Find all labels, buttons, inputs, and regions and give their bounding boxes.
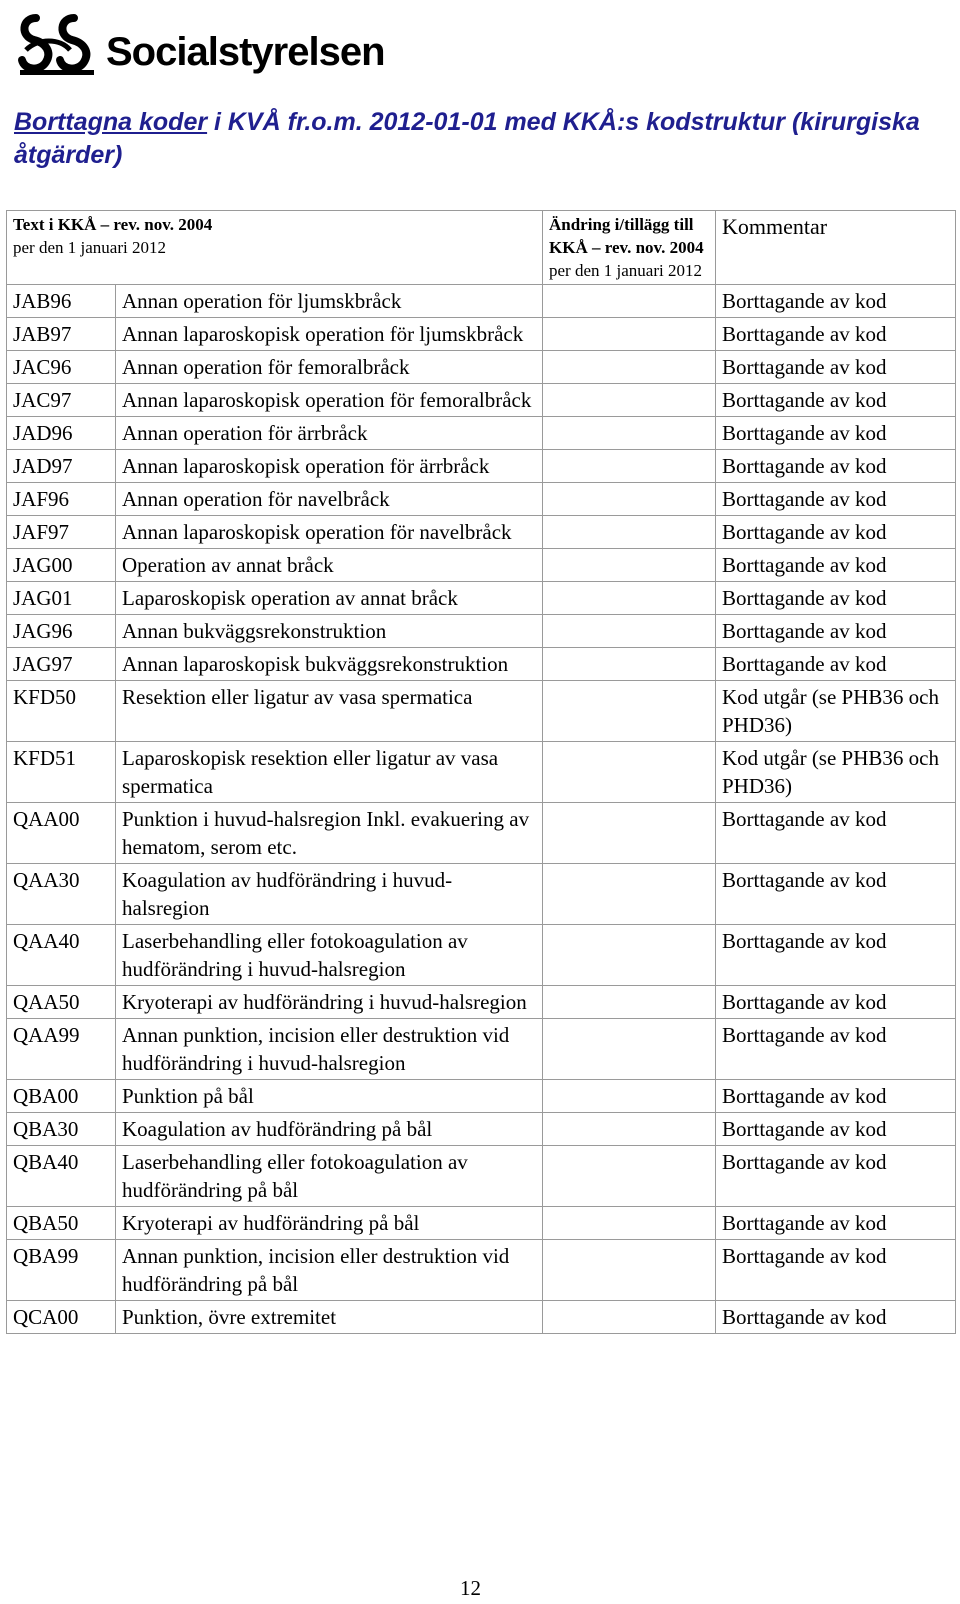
table-row xyxy=(7,864,956,925)
row-comment: Borttagande av kod xyxy=(716,582,956,615)
row-change xyxy=(543,1240,716,1301)
row-comment: Borttagande av kod xyxy=(716,483,956,516)
row-code: QCA00 xyxy=(7,1301,116,1334)
row-comment: Borttagande av kod xyxy=(716,417,956,450)
table-row xyxy=(7,681,956,742)
row-change xyxy=(543,1113,716,1146)
row-comment: Borttagande av kod xyxy=(716,549,956,582)
row-text: Annan operation för ljumskbråck xyxy=(116,285,543,318)
row-change xyxy=(543,483,716,516)
row-code: JAB97 xyxy=(7,318,116,351)
table-row xyxy=(7,582,956,615)
table-row xyxy=(7,450,956,483)
table-row xyxy=(7,1207,956,1240)
table-row xyxy=(7,742,956,803)
title-rest: i KVÅ fr.o.m. 2012-01-01 med KKÅ:s kodstruktur (kirurgiska åtgärder) xyxy=(14,108,920,169)
brand-logo xyxy=(16,6,385,76)
row-text: Punktion i huvud-halsregion Inkl. evakuering av hematom, serom etc. xyxy=(116,803,543,864)
header-change-column xyxy=(543,211,716,285)
header-change-line1: Ändring i/tillägg till KKÅ – rev. nov. 2004 xyxy=(549,215,704,257)
row-text: Punktion på bål xyxy=(116,1080,543,1113)
table-row xyxy=(7,1240,956,1301)
row-text: Kryoterapi av hudförändring i huvud-halsregion xyxy=(116,986,543,1019)
row-text: Koagulation av hudförändring på bål xyxy=(116,1113,543,1146)
header-comment-column: Kommentar xyxy=(716,211,956,285)
table-row xyxy=(7,483,956,516)
row-text: Annan laparoskopisk bukväggsrekonstruktion xyxy=(116,648,543,681)
row-change xyxy=(543,351,716,384)
row-text: Annan punktion, incision eller destruktion vid hudförändring på bål xyxy=(116,1240,543,1301)
row-comment: Borttagande av kod xyxy=(716,1301,956,1334)
row-comment: Kod utgår (se PHB36 och PHD36) xyxy=(716,742,956,803)
table-row xyxy=(7,803,956,864)
header-text-line2: per den 1 januari 2012 xyxy=(13,238,166,257)
row-code: QBA30 xyxy=(7,1113,116,1146)
row-text: Laparoskopisk resektion eller ligatur av vasa spermatica xyxy=(116,742,543,803)
row-change xyxy=(543,516,716,549)
row-text: Laparoskopisk operation av annat bråck xyxy=(116,582,543,615)
row-code: QBA00 xyxy=(7,1080,116,1113)
row-code: KFD50 xyxy=(7,681,116,742)
table-row xyxy=(7,1146,956,1207)
row-code: JAD97 xyxy=(7,450,116,483)
row-comment: Borttagande av kod xyxy=(716,986,956,1019)
row-text: Resektion eller ligatur av vasa spermatica xyxy=(116,681,543,742)
row-code: QAA50 xyxy=(7,986,116,1019)
table-row xyxy=(7,351,956,384)
table-row xyxy=(7,318,956,351)
title-underlined: Borttagna koder xyxy=(14,108,208,136)
row-change xyxy=(543,986,716,1019)
row-change xyxy=(543,417,716,450)
row-change xyxy=(543,1146,716,1207)
row-text: Annan laparoskopisk operation för navelbråck xyxy=(116,516,543,549)
header-text-column xyxy=(7,211,543,285)
row-code: JAC96 xyxy=(7,351,116,384)
table-body xyxy=(7,285,956,1334)
row-comment: Borttagande av kod xyxy=(716,1240,956,1301)
row-code: JAB96 xyxy=(7,285,116,318)
row-change xyxy=(543,1080,716,1113)
table-row xyxy=(7,516,956,549)
row-text: Koagulation av hudförändring i huvud-halsregion xyxy=(116,864,543,925)
row-text: Kryoterapi av hudförändring på bål xyxy=(116,1207,543,1240)
row-text: Punktion, övre extremitet xyxy=(116,1301,543,1334)
table-row xyxy=(7,549,956,582)
row-comment: Borttagande av kod xyxy=(716,450,956,483)
row-comment: Borttagande av kod xyxy=(716,1080,956,1113)
brand-name: Socialstyrelsen xyxy=(106,30,385,74)
row-change xyxy=(543,925,716,986)
table-row xyxy=(7,384,956,417)
row-change xyxy=(543,803,716,864)
table-row xyxy=(7,1301,956,1334)
row-change xyxy=(543,615,716,648)
row-change xyxy=(543,1019,716,1080)
page-title xyxy=(14,106,934,172)
row-code: JAD96 xyxy=(7,417,116,450)
row-comment: Borttagande av kod xyxy=(716,384,956,417)
table-row xyxy=(7,925,956,986)
row-text: Annan bukväggsrekonstruktion xyxy=(116,615,543,648)
row-change xyxy=(543,384,716,417)
table-row xyxy=(7,1113,956,1146)
row-code: QAA30 xyxy=(7,864,116,925)
row-comment: Borttagande av kod xyxy=(716,318,956,351)
row-comment: Kod utgår (se PHB36 och PHD36) xyxy=(716,681,956,742)
row-code: QAA00 xyxy=(7,803,116,864)
row-comment: Borttagande av kod xyxy=(716,285,956,318)
row-code: QAA99 xyxy=(7,1019,116,1080)
row-code: QBA50 xyxy=(7,1207,116,1240)
table-row xyxy=(7,1019,956,1080)
row-change xyxy=(543,450,716,483)
row-code: KFD51 xyxy=(7,742,116,803)
row-code: QBA40 xyxy=(7,1146,116,1207)
row-code: JAC97 xyxy=(7,384,116,417)
header-change-line2: per den 1 januari 2012 xyxy=(549,261,702,280)
table-row xyxy=(7,285,956,318)
row-comment: Borttagande av kod xyxy=(716,351,956,384)
row-text: Laserbehandling eller fotokoagulation av hudförändring i huvud-halsregion xyxy=(116,925,543,986)
row-change xyxy=(543,1207,716,1240)
row-comment: Borttagande av kod xyxy=(716,1113,956,1146)
row-comment: Borttagande av kod xyxy=(716,516,956,549)
row-code: JAG01 xyxy=(7,582,116,615)
table-row xyxy=(7,648,956,681)
row-code: QAA40 xyxy=(7,925,116,986)
table-header-row xyxy=(7,211,956,285)
table-row xyxy=(7,615,956,648)
row-change xyxy=(543,1301,716,1334)
page-number: 12 xyxy=(460,1576,481,1600)
row-code: JAG97 xyxy=(7,648,116,681)
row-text: Annan laparoskopisk operation för femoralbråck xyxy=(116,384,543,417)
row-comment: Borttagande av kod xyxy=(716,925,956,986)
socialstyrelsen-emblem-icon xyxy=(16,10,98,76)
table-row xyxy=(7,986,956,1019)
row-comment: Borttagande av kod xyxy=(716,615,956,648)
row-comment: Borttagande av kod xyxy=(716,803,956,864)
row-text: Operation av annat bråck xyxy=(116,549,543,582)
removed-codes-table xyxy=(6,210,956,1334)
row-change xyxy=(543,648,716,681)
row-text: Annan operation för navelbråck xyxy=(116,483,543,516)
row-comment: Borttagande av kod xyxy=(716,1146,956,1207)
row-code: JAG00 xyxy=(7,549,116,582)
row-code: JAF97 xyxy=(7,516,116,549)
row-change xyxy=(543,318,716,351)
row-text: Annan laparoskopisk operation för ljumskbråck xyxy=(116,318,543,351)
row-comment: Borttagande av kod xyxy=(716,1207,956,1240)
row-comment: Borttagande av kod xyxy=(716,864,956,925)
header-text-line1: Text i KKÅ – rev. nov. 2004 xyxy=(13,215,213,234)
row-text: Annan operation för femoralbråck xyxy=(116,351,543,384)
row-change xyxy=(543,582,716,615)
row-code: JAF96 xyxy=(7,483,116,516)
table-row xyxy=(7,1080,956,1113)
row-code: QBA99 xyxy=(7,1240,116,1301)
row-text: Annan operation för ärrbråck xyxy=(116,417,543,450)
row-change xyxy=(543,549,716,582)
row-change xyxy=(543,864,716,925)
table-row xyxy=(7,417,956,450)
row-text: Laserbehandling eller fotokoagulation av hudförändring på bål xyxy=(116,1146,543,1207)
row-change xyxy=(543,742,716,803)
row-change xyxy=(543,285,716,318)
row-comment: Borttagande av kod xyxy=(716,1019,956,1080)
row-change xyxy=(543,681,716,742)
row-comment: Borttagande av kod xyxy=(716,648,956,681)
row-code: JAG96 xyxy=(7,615,116,648)
row-text: Annan laparoskopisk operation för ärrbråck xyxy=(116,450,543,483)
row-text: Annan punktion, incision eller destruktion vid hudförändring i huvud-halsregion xyxy=(116,1019,543,1080)
